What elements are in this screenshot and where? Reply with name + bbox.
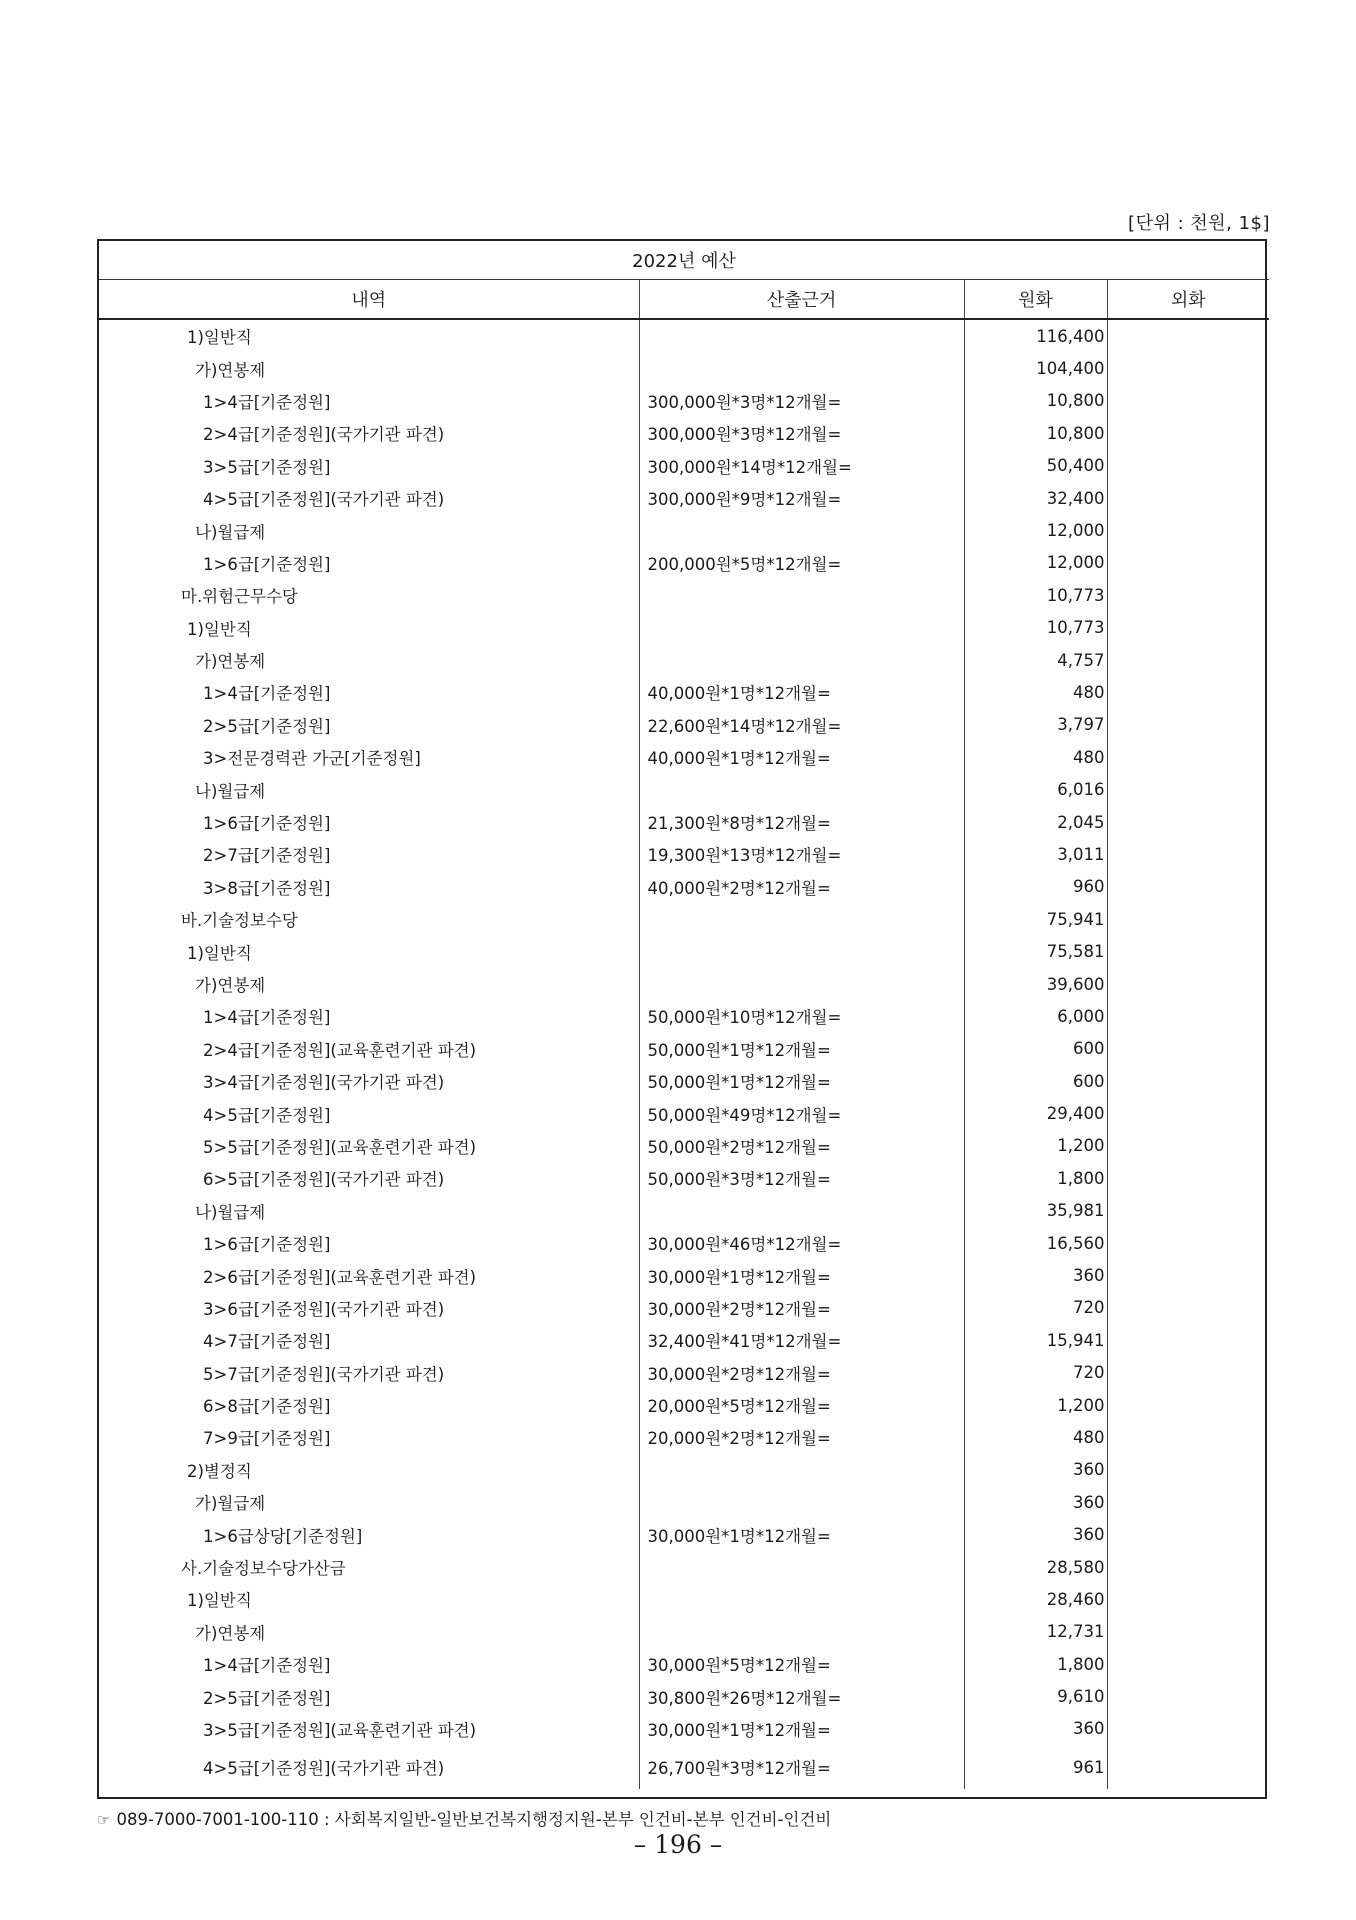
cell-item: 2>5급[기준정원] bbox=[99, 1680, 639, 1712]
cell-basis: 300,000원*9명*12개월= bbox=[639, 482, 964, 514]
table-row bbox=[99, 1680, 1269, 1712]
cell-basis bbox=[639, 1583, 964, 1615]
cell-item: 1>6급[기준정원] bbox=[99, 806, 639, 838]
cell-item: 4>7급[기준정원] bbox=[99, 1324, 639, 1356]
cell-foreign bbox=[1107, 1583, 1269, 1615]
table-row bbox=[99, 1486, 1269, 1518]
header-won: 원화 bbox=[964, 280, 1107, 320]
budget-table bbox=[99, 241, 1269, 1789]
cell-basis bbox=[639, 773, 964, 805]
cell-basis: 22,600원*14명*12개월= bbox=[639, 709, 964, 741]
cell-foreign bbox=[1107, 1130, 1269, 1162]
cell-foreign bbox=[1107, 1486, 1269, 1518]
cell-foreign bbox=[1107, 1065, 1269, 1097]
cell-basis: 20,000원*2명*12개월= bbox=[639, 1421, 964, 1453]
cell-foreign bbox=[1107, 676, 1269, 708]
cell-item: 1>6급[기준정원] bbox=[99, 1227, 639, 1259]
table-row bbox=[99, 514, 1269, 546]
cell-basis: 50,000원*1명*12개월= bbox=[639, 1065, 964, 1097]
cell-won: 1,200 bbox=[964, 1389, 1107, 1421]
cell-item: 2>5급[기준정원] bbox=[99, 709, 639, 741]
cell-won: 1,800 bbox=[964, 1162, 1107, 1194]
cell-basis bbox=[639, 1616, 964, 1648]
cell-foreign bbox=[1107, 1357, 1269, 1389]
table-row bbox=[99, 1065, 1269, 1097]
cell-item: 7>9급[기준정원] bbox=[99, 1421, 639, 1453]
cell-won: 10,773 bbox=[964, 612, 1107, 644]
table-row bbox=[99, 1033, 1269, 1065]
cell-won: 360 bbox=[964, 1486, 1107, 1518]
cell-basis bbox=[639, 1195, 964, 1227]
cell-basis: 20,000원*5명*12개월= bbox=[639, 1389, 964, 1421]
table-row bbox=[99, 1389, 1269, 1421]
cell-foreign bbox=[1107, 1745, 1269, 1789]
cell-won: 10,800 bbox=[964, 417, 1107, 449]
cell-won: 360 bbox=[964, 1713, 1107, 1745]
table-row bbox=[99, 709, 1269, 741]
cell-item: 1>4급[기준정원] bbox=[99, 1648, 639, 1680]
cell-basis: 19,300원*13명*12개월= bbox=[639, 838, 964, 870]
cell-won: 960 bbox=[964, 871, 1107, 903]
cell-foreign bbox=[1107, 1648, 1269, 1680]
cell-won: 12,000 bbox=[964, 547, 1107, 579]
cell-item: 1)일반직 bbox=[99, 612, 639, 644]
cell-basis: 50,000원*3명*12개월= bbox=[639, 1162, 964, 1194]
cell-item: 6>8급[기준정원] bbox=[99, 1389, 639, 1421]
table-row bbox=[99, 1551, 1269, 1583]
cell-item: 1)일반직 bbox=[99, 935, 639, 967]
cell-basis bbox=[639, 514, 964, 546]
cell-basis: 50,000원*1명*12개월= bbox=[639, 1033, 964, 1065]
cell-won: 720 bbox=[964, 1357, 1107, 1389]
cell-won: 29,400 bbox=[964, 1097, 1107, 1129]
cell-won: 3,011 bbox=[964, 838, 1107, 870]
cell-foreign bbox=[1107, 968, 1269, 1000]
cell-foreign bbox=[1107, 1292, 1269, 1324]
header-basis: 산출근거 bbox=[639, 280, 964, 320]
cell-item: 가)연봉제 bbox=[99, 968, 639, 1000]
budget-code: 089-7000-7001-100-110 : 사회복지일반-일반보건복지행정지원-본부 인건비-본부 인건비-인건비 bbox=[116, 1810, 832, 1829]
cell-basis: 300,000원*3명*12개월= bbox=[639, 385, 964, 417]
table-row bbox=[99, 1130, 1269, 1162]
unit-note: [단위 : 천원, 1$] bbox=[1128, 213, 1270, 234]
cell-item: 바.기술정보수당 bbox=[99, 903, 639, 935]
page-number: – 196 – bbox=[633, 1830, 723, 1859]
cell-foreign bbox=[1107, 871, 1269, 903]
table-row bbox=[99, 1162, 1269, 1194]
cell-foreign bbox=[1107, 935, 1269, 967]
cell-foreign bbox=[1107, 806, 1269, 838]
cell-basis: 40,000원*2명*12개월= bbox=[639, 871, 964, 903]
cell-foreign bbox=[1107, 1680, 1269, 1712]
table-row bbox=[99, 1454, 1269, 1486]
cell-foreign bbox=[1107, 547, 1269, 579]
table-row bbox=[99, 482, 1269, 514]
cell-won: 600 bbox=[964, 1033, 1107, 1065]
cell-basis: 21,300원*8명*12개월= bbox=[639, 806, 964, 838]
cell-foreign bbox=[1107, 1000, 1269, 1032]
cell-won: 961 bbox=[964, 1745, 1107, 1789]
table-row bbox=[99, 1357, 1269, 1389]
cell-item: 3>8급[기준정원] bbox=[99, 871, 639, 903]
cell-won: 116,400 bbox=[964, 319, 1107, 352]
cell-won: 6,000 bbox=[964, 1000, 1107, 1032]
cell-item: 1>6급상당[기준정원] bbox=[99, 1518, 639, 1550]
cell-foreign bbox=[1107, 417, 1269, 449]
cell-basis: 30,000원*5명*12개월= bbox=[639, 1648, 964, 1680]
table-body bbox=[99, 319, 1269, 1789]
cell-item: 1)일반직 bbox=[99, 319, 639, 352]
table-row bbox=[99, 1292, 1269, 1324]
cell-basis: 50,000원*10명*12개월= bbox=[639, 1000, 964, 1032]
cell-foreign bbox=[1107, 1259, 1269, 1291]
cell-won: 10,773 bbox=[964, 579, 1107, 611]
cell-won: 28,580 bbox=[964, 1551, 1107, 1583]
cell-basis bbox=[639, 935, 964, 967]
cell-item: 3>전문경력관 가군[기준정원] bbox=[99, 741, 639, 773]
cell-basis bbox=[639, 352, 964, 384]
table-row bbox=[99, 547, 1269, 579]
cell-item: 3>5급[기준정원](교육훈련기관 파견) bbox=[99, 1713, 639, 1745]
cell-won: 6,016 bbox=[964, 773, 1107, 805]
cell-basis: 30,000원*1명*12개월= bbox=[639, 1259, 964, 1291]
cell-won: 32,400 bbox=[964, 482, 1107, 514]
cell-won: 39,600 bbox=[964, 968, 1107, 1000]
cell-basis bbox=[639, 612, 964, 644]
cell-item: 마.위험근무수당 bbox=[99, 579, 639, 611]
cell-item: 4>5급[기준정원] bbox=[99, 1097, 639, 1129]
cell-won: 480 bbox=[964, 1421, 1107, 1453]
cell-basis: 300,000원*14명*12개월= bbox=[639, 450, 964, 482]
cell-basis: 30,000원*1명*12개월= bbox=[639, 1518, 964, 1550]
cell-won: 360 bbox=[964, 1454, 1107, 1486]
cell-basis: 40,000원*1명*12개월= bbox=[639, 741, 964, 773]
cell-foreign bbox=[1107, 1195, 1269, 1227]
table-row bbox=[99, 352, 1269, 384]
cell-won: 15,941 bbox=[964, 1324, 1107, 1356]
cell-item: 사.기술정보수당가산금 bbox=[99, 1551, 639, 1583]
table-row bbox=[99, 1518, 1269, 1550]
cell-foreign bbox=[1107, 644, 1269, 676]
table-row bbox=[99, 417, 1269, 449]
cell-foreign bbox=[1107, 514, 1269, 546]
cell-basis: 26,700원*3명*12개월= bbox=[639, 1745, 964, 1789]
cell-foreign bbox=[1107, 319, 1269, 352]
table-row bbox=[99, 1227, 1269, 1259]
cell-item: 1>6급[기준정원] bbox=[99, 547, 639, 579]
table-row bbox=[99, 741, 1269, 773]
cell-item: 5>5급[기준정원](교육훈련기관 파견) bbox=[99, 1130, 639, 1162]
table-row bbox=[99, 838, 1269, 870]
header-foreign: 외화 bbox=[1107, 280, 1269, 320]
cell-item: 나)월급제 bbox=[99, 514, 639, 546]
cell-item: 2>7급[기준정원] bbox=[99, 838, 639, 870]
table-row bbox=[99, 773, 1269, 805]
cell-foreign bbox=[1107, 1162, 1269, 1194]
cell-foreign bbox=[1107, 450, 1269, 482]
cell-item: 6>5급[기준정원](국가기관 파견) bbox=[99, 1162, 639, 1194]
cell-foreign bbox=[1107, 1389, 1269, 1421]
table-row bbox=[99, 1421, 1269, 1453]
cell-basis bbox=[639, 1551, 964, 1583]
cell-won: 1,200 bbox=[964, 1130, 1107, 1162]
cell-won: 12,000 bbox=[964, 514, 1107, 546]
cell-basis bbox=[639, 319, 964, 352]
cell-won: 360 bbox=[964, 1518, 1107, 1550]
cell-basis: 30,000원*2명*12개월= bbox=[639, 1357, 964, 1389]
cell-foreign bbox=[1107, 1097, 1269, 1129]
cell-item: 1)일반직 bbox=[99, 1583, 639, 1615]
table-row bbox=[99, 1648, 1269, 1680]
cell-foreign bbox=[1107, 352, 1269, 384]
table-row bbox=[99, 385, 1269, 417]
cell-item: 5>7급[기준정원](국가기관 파견) bbox=[99, 1357, 639, 1389]
cell-foreign bbox=[1107, 1421, 1269, 1453]
cell-basis: 50,000원*49명*12개월= bbox=[639, 1097, 964, 1129]
cell-foreign bbox=[1107, 1227, 1269, 1259]
cell-item: 2>4급[기준정원](교육훈련기관 파견) bbox=[99, 1033, 639, 1065]
cell-basis: 30,000원*46명*12개월= bbox=[639, 1227, 964, 1259]
table-row bbox=[99, 1616, 1269, 1648]
table-row bbox=[99, 450, 1269, 482]
table-row bbox=[99, 1745, 1269, 1789]
footer-note bbox=[97, 1806, 831, 1830]
cell-item: 4>5급[기준정원](국가기관 파견) bbox=[99, 482, 639, 514]
table-row bbox=[99, 903, 1269, 935]
table-row bbox=[99, 871, 1269, 903]
cell-item: 1>4급[기준정원] bbox=[99, 1000, 639, 1032]
header-item: 내역 bbox=[99, 280, 639, 320]
cell-basis bbox=[639, 579, 964, 611]
cell-won: 104,400 bbox=[964, 352, 1107, 384]
cell-foreign bbox=[1107, 741, 1269, 773]
cell-basis: 30,000원*2명*12개월= bbox=[639, 1292, 964, 1324]
table-row bbox=[99, 1195, 1269, 1227]
cell-won: 720 bbox=[964, 1292, 1107, 1324]
cell-foreign bbox=[1107, 1551, 1269, 1583]
table-row bbox=[99, 612, 1269, 644]
cell-item: 2>4급[기준정원](국가기관 파견) bbox=[99, 417, 639, 449]
cell-foreign bbox=[1107, 709, 1269, 741]
cell-won: 50,400 bbox=[964, 450, 1107, 482]
cell-item: 가)연봉제 bbox=[99, 644, 639, 676]
cell-basis bbox=[639, 968, 964, 1000]
cell-won: 360 bbox=[964, 1259, 1107, 1291]
table-row bbox=[99, 1259, 1269, 1291]
cell-basis bbox=[639, 1486, 964, 1518]
table-row bbox=[99, 935, 1269, 967]
cell-item: 1>4급[기준정원] bbox=[99, 676, 639, 708]
table-row bbox=[99, 806, 1269, 838]
table-row bbox=[99, 319, 1269, 352]
cell-item: 2)별정직 bbox=[99, 1454, 639, 1486]
cell-item: 1>4급[기준정원] bbox=[99, 385, 639, 417]
table-row bbox=[99, 968, 1269, 1000]
cell-item: 나)월급제 bbox=[99, 773, 639, 805]
cell-foreign bbox=[1107, 838, 1269, 870]
table-row bbox=[99, 1000, 1269, 1032]
cell-foreign bbox=[1107, 1454, 1269, 1486]
cell-item: 가)연봉제 bbox=[99, 1616, 639, 1648]
pointing-hand-icon: ☞ bbox=[97, 1811, 111, 1829]
cell-item: 3>4급[기준정원](국가기관 파견) bbox=[99, 1065, 639, 1097]
cell-won: 9,610 bbox=[964, 1680, 1107, 1712]
table-row bbox=[99, 1324, 1269, 1356]
table-row bbox=[99, 1097, 1269, 1129]
cell-basis bbox=[639, 903, 964, 935]
table-row bbox=[99, 644, 1269, 676]
cell-foreign bbox=[1107, 903, 1269, 935]
cell-basis: 40,000원*1명*12개월= bbox=[639, 676, 964, 708]
cell-foreign bbox=[1107, 385, 1269, 417]
cell-basis: 50,000원*2명*12개월= bbox=[639, 1130, 964, 1162]
cell-basis: 30,800원*26명*12개월= bbox=[639, 1680, 964, 1712]
cell-basis: 200,000원*5명*12개월= bbox=[639, 547, 964, 579]
cell-won: 10,800 bbox=[964, 385, 1107, 417]
cell-item: 4>5급[기준정원](국가기관 파견) bbox=[99, 1745, 639, 1789]
cell-won: 75,581 bbox=[964, 935, 1107, 967]
cell-won: 600 bbox=[964, 1065, 1107, 1097]
cell-won: 12,731 bbox=[964, 1616, 1107, 1648]
table-row bbox=[99, 1583, 1269, 1615]
cell-item: 가)연봉제 bbox=[99, 352, 639, 384]
cell-won: 1,800 bbox=[964, 1648, 1107, 1680]
table-title: 2022년 예산 bbox=[99, 241, 1269, 280]
table-row bbox=[99, 676, 1269, 708]
cell-foreign bbox=[1107, 482, 1269, 514]
table-row bbox=[99, 1713, 1269, 1745]
cell-basis: 300,000원*3명*12개월= bbox=[639, 417, 964, 449]
cell-item: 3>6급[기준정원](국가기관 파견) bbox=[99, 1292, 639, 1324]
table-row bbox=[99, 579, 1269, 611]
cell-won: 28,460 bbox=[964, 1583, 1107, 1615]
cell-item: 나)월급제 bbox=[99, 1195, 639, 1227]
cell-won: 480 bbox=[964, 741, 1107, 773]
cell-foreign bbox=[1107, 1324, 1269, 1356]
cell-basis bbox=[639, 1454, 964, 1486]
cell-foreign bbox=[1107, 579, 1269, 611]
cell-item: 2>6급[기준정원](교육훈련기관 파견) bbox=[99, 1259, 639, 1291]
cell-foreign bbox=[1107, 1518, 1269, 1550]
cell-basis: 30,000원*1명*12개월= bbox=[639, 1713, 964, 1745]
cell-foreign bbox=[1107, 773, 1269, 805]
cell-foreign bbox=[1107, 1616, 1269, 1648]
cell-won: 35,981 bbox=[964, 1195, 1107, 1227]
budget-table-frame bbox=[97, 239, 1267, 1799]
cell-basis: 32,400원*41명*12개월= bbox=[639, 1324, 964, 1356]
cell-won: 75,941 bbox=[964, 903, 1107, 935]
cell-won: 16,560 bbox=[964, 1227, 1107, 1259]
cell-basis bbox=[639, 644, 964, 676]
cell-foreign bbox=[1107, 612, 1269, 644]
cell-won: 2,045 bbox=[964, 806, 1107, 838]
cell-won: 4,757 bbox=[964, 644, 1107, 676]
cell-item: 가)월급제 bbox=[99, 1486, 639, 1518]
cell-foreign bbox=[1107, 1713, 1269, 1745]
cell-won: 480 bbox=[964, 676, 1107, 708]
cell-foreign bbox=[1107, 1033, 1269, 1065]
cell-won: 3,797 bbox=[964, 709, 1107, 741]
cell-item: 3>5급[기준정원] bbox=[99, 450, 639, 482]
